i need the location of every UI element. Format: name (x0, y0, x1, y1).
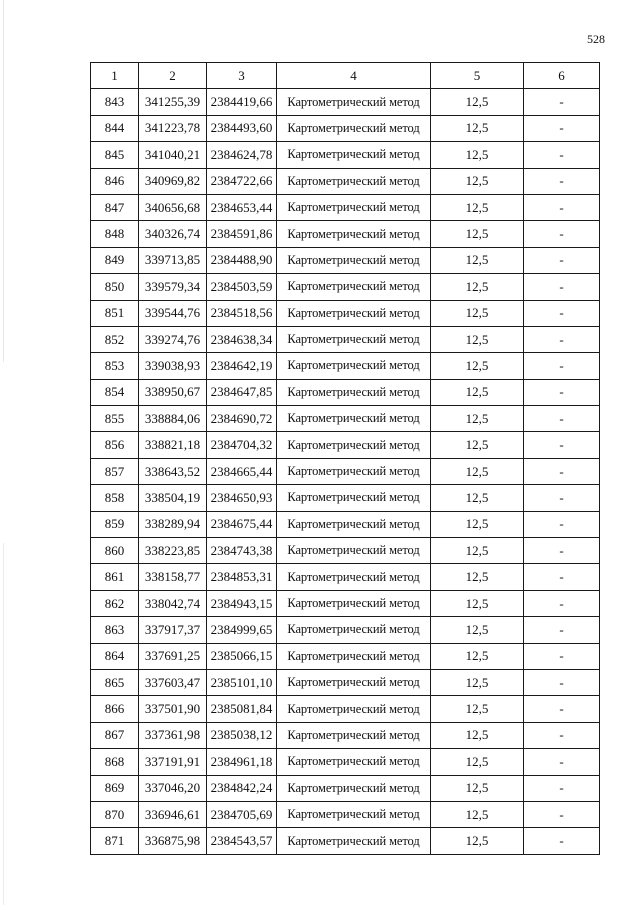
method-cell: Картометрический метод (277, 274, 431, 300)
y-coordinate-cell: 2384624,78 (207, 142, 277, 168)
method-cell: Картометрический метод (277, 775, 431, 801)
method-cell: Картометрический метод (277, 722, 431, 748)
method-cell: Картометрический метод (277, 485, 431, 511)
point-number-cell: 844 (91, 115, 139, 141)
accuracy-cell: 12,5 (431, 696, 524, 722)
y-coordinate-cell: 2384488,90 (207, 247, 277, 273)
table-header-row (91, 63, 600, 89)
point-number-cell: 843 (91, 89, 139, 115)
y-coordinate-cell: 2384493,60 (207, 115, 277, 141)
x-coordinate-cell: 336946,61 (139, 801, 207, 827)
accuracy-cell: 12,5 (431, 511, 524, 537)
accuracy-cell: 12,5 (431, 485, 524, 511)
note-cell: - (524, 749, 600, 775)
x-coordinate-cell: 339274,76 (139, 326, 207, 352)
method-cell: Картометрический метод (277, 300, 431, 326)
table-row (91, 247, 600, 273)
table-row (91, 669, 600, 695)
method-cell: Картометрический метод (277, 801, 431, 827)
x-coordinate-cell: 338289,94 (139, 511, 207, 537)
y-coordinate-cell: 2384653,44 (207, 194, 277, 220)
note-cell: - (524, 485, 600, 511)
note-cell: - (524, 432, 600, 458)
accuracy-cell: 12,5 (431, 775, 524, 801)
x-coordinate-cell: 339544,76 (139, 300, 207, 326)
table-row (91, 801, 600, 827)
point-number-cell: 848 (91, 221, 139, 247)
table-row (91, 326, 600, 352)
accuracy-cell: 12,5 (431, 432, 524, 458)
column-header: 3 (207, 63, 277, 89)
point-number-cell: 871 (91, 828, 139, 854)
table-row (91, 590, 600, 616)
x-coordinate-cell: 337046,20 (139, 775, 207, 801)
note-cell: - (524, 379, 600, 405)
point-number-cell: 849 (91, 247, 139, 273)
y-coordinate-cell: 2384690,72 (207, 406, 277, 432)
x-coordinate-cell: 338223,85 (139, 538, 207, 564)
column-header: 1 (91, 63, 139, 89)
note-cell: - (524, 617, 600, 643)
accuracy-cell: 12,5 (431, 300, 524, 326)
point-number-cell: 845 (91, 142, 139, 168)
x-coordinate-cell: 337603,47 (139, 669, 207, 695)
point-number-cell: 866 (91, 696, 139, 722)
x-coordinate-cell: 340326,74 (139, 221, 207, 247)
y-coordinate-cell: 2384722,66 (207, 168, 277, 194)
y-coordinate-cell: 2384647,85 (207, 379, 277, 405)
x-coordinate-cell: 337501,90 (139, 696, 207, 722)
x-coordinate-cell: 336875,98 (139, 828, 207, 854)
accuracy-cell: 12,5 (431, 89, 524, 115)
note-cell: - (524, 89, 600, 115)
point-number-cell: 858 (91, 485, 139, 511)
y-coordinate-cell: 2384943,15 (207, 590, 277, 616)
method-cell: Картометрический метод (277, 89, 431, 115)
table-row (91, 115, 600, 141)
note-cell: - (524, 142, 600, 168)
accuracy-cell: 12,5 (431, 142, 524, 168)
note-cell: - (524, 194, 600, 220)
method-cell: Картометрический метод (277, 353, 431, 379)
table-row (91, 564, 600, 590)
method-cell: Картометрический метод (277, 406, 431, 432)
point-number-cell: 870 (91, 801, 139, 827)
table-row (91, 274, 600, 300)
x-coordinate-cell: 338158,77 (139, 564, 207, 590)
x-coordinate-cell: 337191,91 (139, 749, 207, 775)
point-number-cell: 850 (91, 274, 139, 300)
table-row (91, 538, 600, 564)
method-cell: Картометрический метод (277, 221, 431, 247)
method-cell: Картометрический метод (277, 590, 431, 616)
y-coordinate-cell: 2384543,57 (207, 828, 277, 854)
point-number-cell: 853 (91, 353, 139, 379)
point-number-cell: 857 (91, 458, 139, 484)
table-row (91, 696, 600, 722)
method-cell: Картометрический метод (277, 538, 431, 564)
method-cell: Картометрический метод (277, 168, 431, 194)
note-cell: - (524, 722, 600, 748)
y-coordinate-cell: 2384419,66 (207, 89, 277, 115)
table-row (91, 142, 600, 168)
method-cell: Картометрический метод (277, 142, 431, 168)
point-number-cell: 863 (91, 617, 139, 643)
y-coordinate-cell: 2384518,56 (207, 300, 277, 326)
point-number-cell: 869 (91, 775, 139, 801)
method-cell: Картометрический метод (277, 643, 431, 669)
method-cell: Картометрический метод (277, 458, 431, 484)
accuracy-cell: 12,5 (431, 379, 524, 405)
point-number-cell: 854 (91, 379, 139, 405)
accuracy-cell: 12,5 (431, 274, 524, 300)
accuracy-cell: 12,5 (431, 326, 524, 352)
note-cell: - (524, 406, 600, 432)
table-row (91, 643, 600, 669)
method-cell: Картометрический метод (277, 379, 431, 405)
accuracy-cell: 12,5 (431, 168, 524, 194)
x-coordinate-cell: 338821,18 (139, 432, 207, 458)
method-cell: Картометрический метод (277, 326, 431, 352)
y-coordinate-cell: 2384842,24 (207, 775, 277, 801)
column-header: 5 (431, 63, 524, 89)
y-coordinate-cell: 2385101,10 (207, 669, 277, 695)
note-cell: - (524, 300, 600, 326)
method-cell: Картометрический метод (277, 564, 431, 590)
x-coordinate-cell: 339038,93 (139, 353, 207, 379)
y-coordinate-cell: 2384638,34 (207, 326, 277, 352)
point-number-cell: 856 (91, 432, 139, 458)
table-row (91, 168, 600, 194)
x-coordinate-cell: 337691,25 (139, 643, 207, 669)
accuracy-cell: 12,5 (431, 669, 524, 695)
x-coordinate-cell: 341223,78 (139, 115, 207, 141)
table-row (91, 300, 600, 326)
table-row (91, 722, 600, 748)
coordinates-table (90, 62, 600, 855)
accuracy-cell: 12,5 (431, 590, 524, 616)
note-cell: - (524, 353, 600, 379)
accuracy-cell: 12,5 (431, 828, 524, 854)
method-cell: Картометрический метод (277, 749, 431, 775)
note-cell: - (524, 115, 600, 141)
table-row (91, 458, 600, 484)
table-row (91, 221, 600, 247)
note-cell: - (524, 828, 600, 854)
x-coordinate-cell: 337361,98 (139, 722, 207, 748)
point-number-cell: 867 (91, 722, 139, 748)
method-cell: Картометрический метод (277, 194, 431, 220)
x-coordinate-cell: 337917,37 (139, 617, 207, 643)
y-coordinate-cell: 2384743,38 (207, 538, 277, 564)
x-coordinate-cell: 338950,67 (139, 379, 207, 405)
table-row (91, 485, 600, 511)
accuracy-cell: 12,5 (431, 617, 524, 643)
point-number-cell: 865 (91, 669, 139, 695)
note-cell: - (524, 326, 600, 352)
method-cell: Картометрический метод (277, 669, 431, 695)
method-cell: Картометрический метод (277, 115, 431, 141)
y-coordinate-cell: 2384704,32 (207, 432, 277, 458)
accuracy-cell: 12,5 (431, 722, 524, 748)
x-coordinate-cell: 339579,34 (139, 274, 207, 300)
method-cell: Картометрический метод (277, 696, 431, 722)
accuracy-cell: 12,5 (431, 406, 524, 432)
point-number-cell: 864 (91, 643, 139, 669)
point-number-cell: 861 (91, 564, 139, 590)
x-coordinate-cell: 341255,39 (139, 89, 207, 115)
y-coordinate-cell: 2385081,84 (207, 696, 277, 722)
accuracy-cell: 12,5 (431, 538, 524, 564)
x-coordinate-cell: 340969,82 (139, 168, 207, 194)
y-coordinate-cell: 2384999,65 (207, 617, 277, 643)
x-coordinate-cell: 338504,19 (139, 485, 207, 511)
accuracy-cell: 12,5 (431, 247, 524, 273)
y-coordinate-cell: 2384665,44 (207, 458, 277, 484)
column-header: 2 (139, 63, 207, 89)
y-coordinate-cell: 2384853,31 (207, 564, 277, 590)
y-coordinate-cell: 2384705,69 (207, 801, 277, 827)
method-cell: Картометрический метод (277, 828, 431, 854)
table-row (91, 775, 600, 801)
note-cell: - (524, 564, 600, 590)
x-coordinate-cell: 338643,52 (139, 458, 207, 484)
accuracy-cell: 12,5 (431, 115, 524, 141)
note-cell: - (524, 801, 600, 827)
page-number: 528 (587, 32, 605, 46)
point-number-cell: 868 (91, 749, 139, 775)
point-number-cell: 862 (91, 590, 139, 616)
method-cell: Картометрический метод (277, 432, 431, 458)
table-row (91, 511, 600, 537)
x-coordinate-cell: 338042,74 (139, 590, 207, 616)
table-row (91, 406, 600, 432)
accuracy-cell: 12,5 (431, 564, 524, 590)
accuracy-cell: 12,5 (431, 458, 524, 484)
table-row (91, 379, 600, 405)
table-row (91, 749, 600, 775)
accuracy-cell: 12,5 (431, 643, 524, 669)
table-row (91, 353, 600, 379)
note-cell: - (524, 221, 600, 247)
table-row (91, 432, 600, 458)
column-header: 4 (277, 63, 431, 89)
note-cell: - (524, 669, 600, 695)
x-coordinate-cell: 340656,68 (139, 194, 207, 220)
point-number-cell: 855 (91, 406, 139, 432)
note-cell: - (524, 538, 600, 564)
table-body (91, 89, 600, 854)
y-coordinate-cell: 2384503,59 (207, 274, 277, 300)
y-coordinate-cell: 2384961,18 (207, 749, 277, 775)
scan-margin-line (3, 0, 4, 905)
note-cell: - (524, 643, 600, 669)
table-row (91, 828, 600, 854)
point-number-cell: 859 (91, 511, 139, 537)
method-cell: Картометрический метод (277, 617, 431, 643)
point-number-cell: 860 (91, 538, 139, 564)
accuracy-cell: 12,5 (431, 801, 524, 827)
table-row (91, 194, 600, 220)
note-cell: - (524, 511, 600, 537)
point-number-cell: 847 (91, 194, 139, 220)
note-cell: - (524, 247, 600, 273)
x-coordinate-cell: 339713,85 (139, 247, 207, 273)
note-cell: - (524, 590, 600, 616)
column-header: 6 (524, 63, 600, 89)
y-coordinate-cell: 2385066,15 (207, 643, 277, 669)
point-number-cell: 851 (91, 300, 139, 326)
accuracy-cell: 12,5 (431, 749, 524, 775)
y-coordinate-cell: 2384642,19 (207, 353, 277, 379)
note-cell: - (524, 458, 600, 484)
table-row (91, 617, 600, 643)
point-number-cell: 852 (91, 326, 139, 352)
point-number-cell: 846 (91, 168, 139, 194)
table-row (91, 89, 600, 115)
note-cell: - (524, 696, 600, 722)
x-coordinate-cell: 341040,21 (139, 142, 207, 168)
x-coordinate-cell: 338884,06 (139, 406, 207, 432)
accuracy-cell: 12,5 (431, 353, 524, 379)
y-coordinate-cell: 2384650,93 (207, 485, 277, 511)
note-cell: - (524, 274, 600, 300)
y-coordinate-cell: 2385038,12 (207, 722, 277, 748)
method-cell: Картометрический метод (277, 247, 431, 273)
note-cell: - (524, 775, 600, 801)
method-cell: Картометрический метод (277, 511, 431, 537)
note-cell: - (524, 168, 600, 194)
accuracy-cell: 12,5 (431, 221, 524, 247)
accuracy-cell: 12,5 (431, 194, 524, 220)
y-coordinate-cell: 2384591,86 (207, 221, 277, 247)
y-coordinate-cell: 2384675,44 (207, 511, 277, 537)
